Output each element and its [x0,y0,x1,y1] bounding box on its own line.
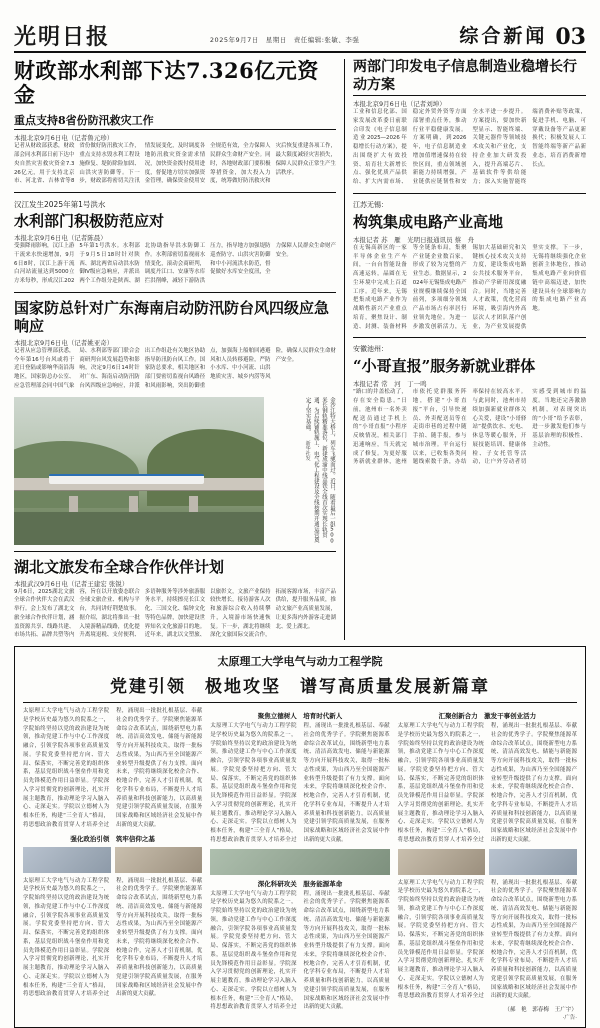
story-hanjiang-dateline: 本报北京9月6日电（记者陈晨） [14,234,107,243]
story-electronics-headline: 两部门印发电子信息制造业稳增长行动方案 [353,59,577,93]
advertorial [14,646,586,1028]
photo-train [49,474,204,484]
advertorial-footer: （郝 艳 郭春梅 王广宇） [504,1007,577,1014]
advertorial-images-2 [210,849,389,875]
story-chizhou-headline: “小哥直报”服务新就业群体 [353,357,536,376]
story-chizhou [353,344,586,467]
advertorial-thumb [489,849,577,875]
advertorial-images-3 [398,849,577,875]
advertorial-corner-label: ·广告· [562,1015,577,1022]
story-chizhou-kicker: 安徽池州： [353,345,388,354]
advertorial-subhead-3: 深化科研攻关 服务能源革命 [257,879,343,888]
story-typhoon [14,299,336,391]
photo-caption [270,397,336,545]
masthead-section-block [459,21,586,51]
right-rule-1 [353,95,586,96]
lead-dateline: 本报北京9月6日电（记者鲁元珍） [14,134,114,143]
right-column [344,59,586,640]
photo-river [14,512,264,545]
advertorial-subhead-2: 聚焦立德树人 培育时代新人 [257,712,343,721]
lead-story [14,59,336,186]
divider-3 [14,551,336,552]
masthead [14,8,586,51]
photo-hill-right [147,429,265,506]
story-typhoon-headline: 国家防总针对广东海南启动防汛防台风四级应急响应 [14,298,330,335]
lead-subhead: 重点支持8省份防汛救灾工作 [14,114,154,128]
story-wuxi-byline: 本报记者 苏 雁 光明日报通讯员 蔡 舟 [353,235,475,244]
photo-block [14,397,336,545]
divider-5 [353,337,586,338]
advertorial-body-2: 太原理工大学电气与动力工程学院是学校历史最为悠久的院系之一，学院始终坚持以党的政治建设为统领，推动党建工作与中心工作深度融合，引领学院各项事业高质量发展。学院党委坚持把方向、管大局、保落实，不断完善党的组织体系，基层党组织战斗堡垒作用和党员先锋模范作用日益彰显。学院深入学习贯彻党的创新理论，扎实开展主题教育，推动理论学习入脑入心、走深走实。学院以立德树人为根本任务，构建“三全育人”格局，将思想政治教育贯穿人才培养全过程，涌现出一批批扎根基层、奉献社会的优秀学子。学院聚焦能源革命综合改革试点，围绕新型电力系统、清洁高效发电、储能与新能源等方向开展科技攻关，取得一批标志性成果，为山西乃至全国能源产业转型升级提供了有力支撑。面向未来，学院将继续深化校企合作、校地合作，完善人才引育机制，优化学科专业布局，不断提升人才培养质量和科技创新能力，以高质量党建引领学院高质量发展，在服务国家战略和区域经济社会发展中作出新的更大贡献。 [23,877,203,998]
story-hubei-dateline: 本报武汉9月6日电（记者王建宏 张锐） [14,579,129,588]
photo-credit: 新华社发 [304,440,311,461]
advertorial-body-5: 太原理工大学电气与动力工程学院是学校历史最为悠久的院系之一，学院始终坚持以党的政治建设为统领，推动党建工作与中心工作深度融合，引领学院各项事业高质量发展。学院党委坚持把方向、管大局、保落实，不断完善党的组织体系，基层党组织战斗堡垒作用和党员先锋模范作用日益彰显。学院深入学习贯彻党的创新理论，扎实开展主题教育，推动理论学习入脑入心、走深走实。学院以立德树人为根本任务，构建“三全育人”格局，将思想政治教育贯穿人才培养全过程，涌现出一批批扎根基层、奉献社会的优秀学子。学院聚焦能源革命综合改革试点，围绕新型电力系统、清洁高效发电、储能与新能源等方向开展科技攻关，取得一批标志性成果，为山西乃至全国能源产业转型升级提供了有力支撑。面向未来，学院将继续深化校企合作、校地合作，完善人才引育机制，优化学科专业布局，不断提升人才培养质量和科技创新能力，以高质量党建引领学院高质量发展，在服务国家战略和区域经济社会发展中作出新的更大贡献。 [397,723,577,843]
advertorial-thumb [23,847,111,873]
advertorial-col-2 [210,707,389,1013]
left-column [14,59,336,640]
advertorial-subhead-1: 强化政治引领 筑牢信仰之基 [70,834,155,843]
advertorial-body-6: 太原理工大学电气与动力工程学院是学校历史最为悠久的院系之一，学院始终坚持以党的政治建设为统领，推动党建工作与中心工作深度融合，引领学院各项事业高质量发展。学院党委坚持把方向、管大局、保落实，不断完善党的组织体系，基层党组织战斗堡垒作用和党员先锋模范作用日益彰显。学院深入学习贯彻党的创新理论，扎实开展主题教育，推动理论学习入脑入心、走深走实。学院以立德树人为根本任务，构建“三全育人”格局，将思想政治教育贯穿人才培养全过程，涌现出一批批扎根基层、奉献社会的优秀学子。学院聚焦能源革命综合改革试点，围绕新型电力系统、清洁高效发电、储能与新能源等方向开展科技攻关，取得一批标志性成果，为山西乃至全国能源产业转型升级提供了有力支撑。面向未来，学院将继续深化校企合作、校地合作，完善人才引育机制，优化学科专业布局，不断提升人才培养质量和科技创新能力，以高质量党建引领学院高质量发展，在服务国家战略和区域经济社会发展中作出新的更大贡献。 [397,879,577,1000]
advertorial-thumb [115,847,203,873]
lead-headline: 财政部水利部下达7.326亿元资金 [14,58,319,108]
lead-rule [14,129,336,130]
advertorial-title: 党建引领 极地攻坚 谱写高质量发展新篇章 [110,677,490,698]
section-title: 综合新闻 [459,25,548,47]
divider-4 [353,193,586,194]
advertorial-thumb [210,849,389,875]
advertorial-col-3 [398,707,577,1013]
page-number: 03 [555,24,586,51]
photo-caption-text: 金沙江特大桥上，列车飞驰而过。近日，随着最后一组500米长钢轨精准落位，新建成渝中线高铁全线首次实现长轨贯通，为后续铺轨施工、电气化工程建设及全线按期开通运营奠定了坚实基础。 [304,396,335,545]
story-wuxi-headline: 构筑集成电路产业高地 [353,212,504,231]
story-typhoon-body: 记者从应急管理部获悉，今年第16号台风或将于近日登陆或影响华南沿海地区，国家防总办公室、应急管理部会同中国气象局、水利部等部门联合会商研判台风发展趋势和影响，决定9月6日14时针对广东、海南启动防汛防台风四级应急响应，并派出工作组赴有关地区协助指导防汛防台风工作。国家防总要求，相关地区和部门要密切监视台风路径和风雨影响，突出防御重点，加强海上船舶回港避风和人员转移避险，严防小水库、中小河流、山洪地质灾害、城乡内涝等风险，确保人民群众生命财产安全。 [14,347,336,389]
story-hanjiang-body: 受强降雨影响，汉江上游干流来水快速增加，9月6日8时，汉江上游干流白河站流量达到5000立方米每秒，形成汉江2025年第1号洪水。水利部于9月5日18时针对陕西、湖北两省启动洪水防御Ⅳ级应急响应，并派出两个工作组分赴陕西、湖北协助指导洪水防御工作。水利部密切监视雨水情变化，滚动会商研判，调度丹江口、安康等水库拦洪削峰，减轻下游防洪压力，指导地方加强堤防巡查防守、山洪灾害防御和中小河流洪水防范，督促做好水库安全度汛，全力保障人民群众生命财产安全。 [14,243,336,285]
story-hanjiang-headline: 水利部门积极防范应对 [14,212,165,231]
newspaper-logo: 光明日报 [14,24,111,50]
story-hubei-body: 9月6日，2025湖北文旅全球合作伙伴大会在武汉举行。会上发布了湖北文旅全球合作伙伴计划，涵盖资源共享、线路共建、市场共拓、品牌共塑等内容，旨在以开放姿态联合全球文旅企业、机构与平台，共同讲好荆楚故事。据介绍，湖北将推出一批入境游精品线路，优化提升离境退税、支付便利、多语种服务等涉外旅游服务水平，持续擦亮长江文化、三国文化、编钟文化等特色品牌，加快建设世界知名文化旅游目的地。近年来，湖北以文塑旅、以旅彰文，文旅产业保持较快增长，接待游客人次和旅游综合收入持续攀升，入境游市场快速恢复。下一步，湖北将继续深化文旅国际交流合作，拓展客源市场，丰富产品供给，提升服务品质，推动文旅产业高质量发展，让更多海内外游客走进湖北、爱上湖北。 [14,588,336,639]
story-wuxi-body: 在无锡高新区的一家半导体企业生产车间，一台台智能设备高速运转，晶圆在无尘环境中完成上百道工序。近年来，无锡把集成电路产业作为战略性新兴产业重点培育，聚焦设计、制造、封测、装备材料等全链条布局，集聚产业链企业数百家，形成了较为完整的产业生态。数据显示，2024年无锡集成电路产业规模继续保持全国前列，多项细分领域产品市场占有率居行业领先地位。为进一步激发创新活力，无锡加大基础研究和关键核心技术攻关支持力度，建设集成电路公共技术服务平台，推动产学研用深度融合。同时，当地完善人才政策，优化营商环境，吸引海内外高层次人才团队落户创业，为产业发展提供坚实支撑。下一步，无锡将继续强化企业创新主体地位，推动集成电路产业向价值链中高端迈进，加快建设具有全球影响力的集成电路产业高地。 [353,244,586,330]
advertorial-images-1 [23,847,202,873]
advertorial-org: 太原理工大学电气与动力工程学院 [217,655,383,669]
story-electronics [353,59,586,187]
story-typhoon-dateline: 本报北京9月6日电（记者姚亚奇） [14,338,114,347]
advertorial-body-3: 太原理工大学电气与动力工程学院是学校历史最为悠久的院系之一，学院始终坚持以党的政治建设为统领，推动党建工作与中心工作深度融合，引领学院各项事业高质量发展。学院党委坚持把方向、管大局、保落实，不断完善党的组织体系，基层党组织战斗堡垒作用和党员先锋模范作用日益彰显。学院深入学习贯彻党的创新理论，扎实开展主题教育，推动理论学习入脑入心、走深走实。学院以立德树人为根本任务，构建“三全育人”格局，将思想政治教育贯穿人才培养全过程，涌现出一批批扎根基层、奉献社会的优秀学子。学院聚焦能源革命综合改革试点，围绕新型电力系统、清洁高效发电、储能与新能源等方向开展科技攻关，取得一批标志性成果，为山西乃至全国能源产业转型升级提供了有力支撑。面向未来，学院将继续深化校企合作、校地合作，完善人才引育机制，优化学科专业布局，不断提升人才培养质量和科技创新能力，以高质量党建引领学院高质量发展，在服务国家战略和区域经济社会发展中作出新的更大贡献。 [210,723,390,843]
story-hanjiang [14,199,336,286]
advertorial-col-1 [23,707,202,1013]
story-hubei-headline: 湖北文旅发布全球合作伙伴计划 [14,557,225,576]
story-wuxi-kicker: 江苏无锡： [353,200,388,209]
masthead-rule [14,51,586,53]
content-columns [14,59,586,640]
story-electronics-body: 工业和信息化部、国家发展改革委日前联合印发《电子信息制造业2025—2026年稳增长行动方案》，提出围绕扩大有效投资、培育壮大新增长点、强化优质产品供给、扩大内需市场、稳定外贸外资等方面部署重点任务，推动行业平稳健康发展。方案明确，到2026年，电子信息制造业增加值增速保持在较快区间，重点领域创新能力持续增强，产业链供应链韧性和安全水平进一步提升。方案提出，要加快新型显示、智能终端、关键元器件等领域技术攻关和产业化，支持企业加大研发投入，提升高端芯片、基础软件等供给能力；深入实施智能终端消费补贴等政策，促进手机、电脑、可穿戴设备等产品更新换代；积极发展人工智能终端等新产品新业态，培育消费新增长点。 [353,109,586,185]
story-chizhou-body: “路口的井盖松动了，存在安全隐患。”日前，池州市一名外卖配送员通过手机上的“小哥直报”小程序反映情况，相关部门迅速响应，当天就完成了修复。为更好服务新就业群体，池州市依托党群服务阵地，搭建“小哥直报”平台，引导快递员、外卖配送员等在走街串巷的过程中随手拍、随手报，参与城市治理。平台运行以来，已收集各类问题线索数千条，办结率保持在较高水平。与此同时，池州市持续加强新就业群体关心关爱，建设“小哥驿站”提供饮水、充电、休息等暖心服务，开展技能培训、健康体检、子女托管等活动，让户外劳动者切实感受到城市的温度。当地还完善激励机制，对表现突出的“小哥”给予表彰，进一步激发他们参与基层治理的积极性、主动性。 [353,389,586,466]
story-chizhou-byline: 本报记者 常 河 丁一鸣 [353,380,427,389]
story-wuxi [353,200,586,332]
advertorial-body-1: 太原理工大学电气与动力工程学院是学校历史最为悠久的院系之一，学院始终坚持以党的政治建设为统领，推动党建工作与中心工作深度融合，引领学院各项事业高质量发展。学院党委坚持把方向、管大局、保落实，不断完善党的组织体系，基层党组织战斗堡垒作用和党员先锋模范作用日益彰显。学院深入学习贯彻党的创新理论，扎实开展主题教育，推动理论学习入脑入心、走深走实。学院以立德树人为根本任务，构建“三全育人”格局，将思想政治教育贯穿人才培养全过程，涌现出一批批扎根基层、奉献社会的优秀学子。学院聚焦能源革命综合改革试点，围绕新型电力系统、清洁高效发电、储能与新能源等方向开展科技攻关，取得一批标志性成果，为山西乃至全国能源产业转型升级提供了有力支撑。面向未来，学院将继续深化校企合作、校地合作，完善人才引育机制，优化学科专业布局，不断提升人才培养质量和科技创新能力，以高质量党建引领学院高质量发展，在服务国家战略和区域经济社会发展中作出新的更大贡献。 [23,708,203,828]
lead-body: 记者从财政部获悉，财政部会同水利部日前下达中央自然灾害救灾资金7.326亿元，用于支持北京市、河北省、吉林省等8省份做好防汛救灾工作，重点支持水毁水利工程设施修复、堤防除险加固、山洪灾害防御等。下一步，财政部将密切关注汛情发展变化，及时调度各地防汛救灾资金需求情况，加快资金拨付使用进度，督促地方切实加强资金管理，确保资金使用安全规范有效，全力保障人民群众生命财产安全。同时，各地财政部门要积极筹措资金，加大投入力度，统筹做好防汛救灾和灾后恢复重建各项工作，最大限度减轻灾害损失，保障人民群众正常生产生活秩序。 [14,143,336,185]
advertorial-thumb [398,849,486,875]
divider-1 [14,192,336,193]
masthead-dateline: 2025年9月7日 星期日 责任编辑:张敏、李强 [209,36,360,44]
advertorial-body-4: 太原理工大学电气与动力工程学院是学校历史最为悠久的院系之一，学院始终坚持以党的政治建设为统领，推动党建工作与中心工作深度融合，引领学院各项事业高质量发展。学院党委坚持把方向、管大局、保落实，不断完善党的组织体系，基层党组织战斗堡垒作用和党员先锋模范作用日益彰显。学院深入学习贯彻党的创新理论，扎实开展主题教育，推动理论学习入脑入心、走深走实。学院以立德树人为根本任务，构建“三全育人”格局，将思想政治教育贯穿人才培养全过程，涌现出一批批扎根基层、奉献社会的优秀学子。学院聚焦能源革命综合改革试点，围绕新型电力系统、清洁高效发电、储能与新能源等方向开展科技攻关，取得一批标志性成果，为山西乃至全国能源产业转型升级提供了有力支撑。面向未来，学院将继续深化校企合作、校地合作，完善人才引育机制，优化学科专业布局，不断提升人才培养质量和科技创新能力，以高质量党建引领学院高质量发展，在服务国家战略和区域经济社会发展中作出新的更大贡献。 [210,890,390,1011]
advertorial-subhead-4: 汇聚创新合力 激发干事创业活力 [438,712,537,721]
story-electronics-dateline: 本报北京9月6日电（记者刘坤） [353,100,446,108]
divider-2 [14,292,336,293]
story-hubei [14,558,336,641]
advertorial-rule [23,702,577,703]
story-hanjiang-kicker: 汉江发生2025年第1号洪水 [14,200,106,210]
news-photo [14,397,264,545]
